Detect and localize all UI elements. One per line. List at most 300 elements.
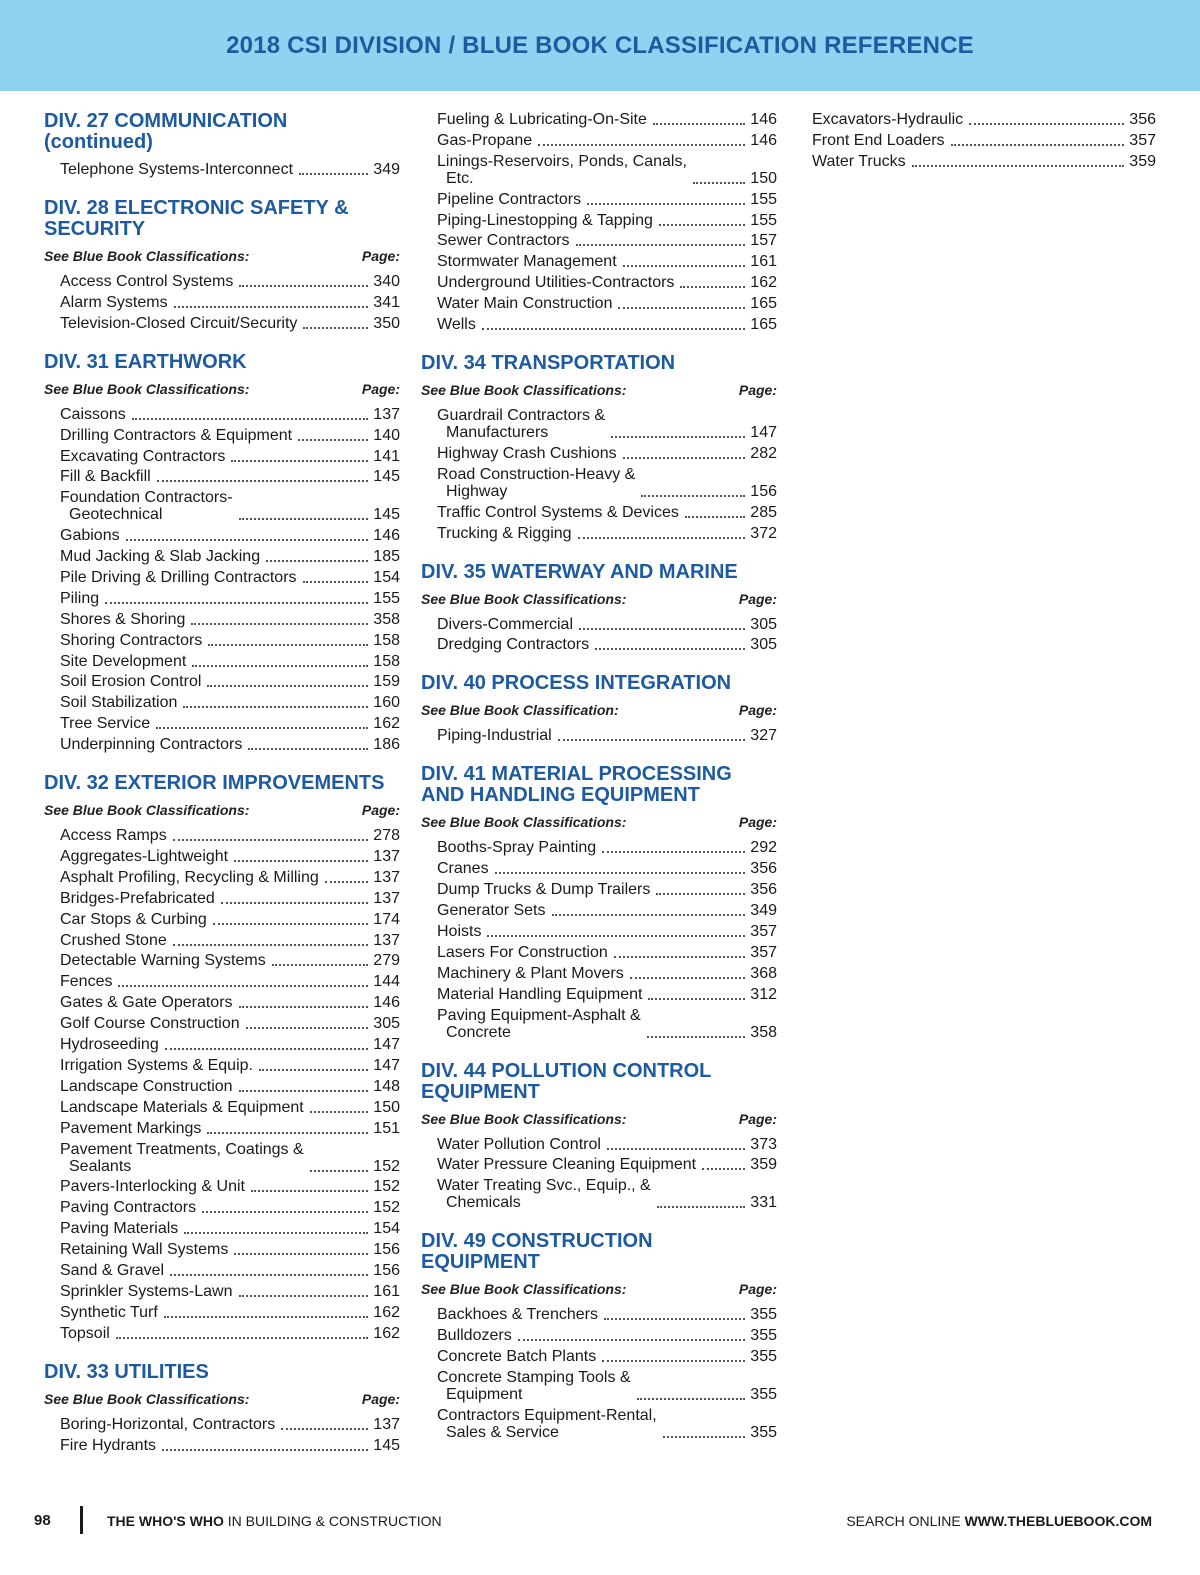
classification-name-line: Car Stops & Curbing [60,910,207,928]
division-heading [421,1061,777,1103]
classification-name-line: Bridges-Prefabricated [60,889,215,907]
classification-name [437,839,596,856]
page-reference: 159 [373,673,400,691]
classification-entry [60,590,400,607]
classification-name-line: Concrete Batch Plants [437,1348,597,1366]
dot-leader [173,944,368,946]
classification-name-line: Backhoes & Trenchers [437,1306,598,1324]
classification-entry [60,1199,400,1216]
division-continuation [812,111,1156,170]
division-heading [44,773,400,794]
division-section [44,198,400,332]
classification-name-line: Alarm Systems [60,293,168,311]
dot-leader [234,1253,368,1255]
page-column-label: Page: [738,814,777,831]
page-reference: 356 [1129,111,1156,128]
classification-entry [60,1325,400,1342]
classification-entry [60,406,400,423]
classification-name [437,504,679,521]
classification-name-line: Gabions [60,527,120,545]
page-reference: 147 [750,424,777,442]
classification-name-line: Sewer Contractors [437,232,570,250]
classification-entry [60,489,400,523]
classification-name [60,1178,245,1195]
dot-leader [299,173,368,175]
dot-leader [239,285,368,287]
classification-name-line: Highway [446,482,508,500]
classification-entry [60,1141,400,1175]
subheading-label: See Blue Book Classifications: [421,1110,627,1127]
division-heading-line: EQUIPMENT [421,1251,540,1274]
dot-leader [578,537,745,539]
classification-name-line: Generator Sets [437,902,546,920]
page-reference: 350 [373,314,400,332]
page-column-label: Page: [738,1281,777,1298]
page-number: 98 [34,1512,51,1529]
classification-name [60,1283,233,1300]
dot-leader [604,1318,745,1320]
classification-name-line: Bulldozers [437,1327,512,1345]
division-heading-line: DIV. 34 TRANSPORTATION [421,352,676,375]
classification-name-line: Telephone Systems-Interconnect [60,161,294,178]
classification-entry [437,839,777,856]
website-link[interactable]: WWW.THEBLUEBOOK.COM [964,1513,1152,1529]
classification-entry [437,191,777,208]
page-reference: 331 [750,1194,777,1212]
page-reference: 305 [750,636,777,654]
dot-leader [116,1337,368,1339]
classification-name-line: Detectable Warning Systems [60,952,266,970]
division-heading-line: DIV. 31 EARTHWORK [44,350,247,373]
classification-name-line: Contractors Equipment-Rental, [437,1406,657,1424]
classification-name [60,994,233,1011]
classification-name-line: Shoring Contractors [60,631,203,649]
classification-list [421,616,777,654]
dot-leader [266,560,368,562]
page-reference: 355 [750,1327,777,1345]
page-reference: 174 [373,910,400,928]
classification-name-line: Road Construction-Heavy & [437,465,636,483]
dot-leader [310,1170,368,1172]
page-reference: 162 [373,1324,400,1342]
classification-name-line: Dump Trucks & Dump Trailers [437,881,651,899]
dot-leader [653,123,745,125]
page-reference: 340 [373,273,400,290]
subheading-label: See Blue Book Classifications: [44,248,250,264]
dot-leader [325,881,368,883]
dot-leader [657,1206,745,1208]
classification-name [60,869,319,886]
classification-entry [437,274,777,291]
dot-leader [912,165,1124,167]
page-reference: 185 [373,548,400,566]
classification-name [437,232,570,249]
page-reference: 355 [750,1306,777,1324]
classification-entry [437,986,777,1003]
classification-name [437,274,674,291]
classification-name [60,611,185,628]
classification-name-line: Booths-Spray Painting [437,839,597,857]
dot-leader [659,224,745,226]
classification-entry [60,736,400,753]
dot-leader [607,1148,745,1150]
classification-entry [60,1015,400,1032]
classification-name [60,489,233,523]
classification-name-line: Underpinning Contractors [60,736,243,754]
classification-name [60,427,292,444]
page-reference: 162 [750,274,777,292]
dot-leader [623,457,745,459]
division-section [421,764,777,1040]
classification-name-line: Foundation Contractors- [60,489,233,507]
classification-name [60,1220,178,1237]
page-reference: 305 [373,1015,400,1033]
classification-entry [60,448,400,465]
classification-entry [60,890,400,907]
dot-leader [239,1006,368,1008]
classification-entry [437,232,777,249]
classification-name-line: Paving Materials [60,1220,179,1238]
classification-name [60,1141,304,1175]
classification-entry [437,525,777,542]
page-footer [0,1500,1200,1540]
column-2 [421,111,777,1461]
classification-name [60,1057,253,1074]
classification-list [44,161,400,178]
classification-name [60,653,186,670]
classification-name-line: Water Pollution Control [437,1135,601,1153]
division-section [421,1061,777,1212]
classification-name-line: Pile Driving & Drilling Contractors [60,569,297,587]
dot-leader [202,1211,368,1213]
page-reference: 162 [373,715,400,733]
page-reference: 156 [750,482,777,500]
classification-name-line: Paving Contractors [60,1199,197,1217]
page-reference: 327 [750,727,777,745]
classification-entry [60,932,400,949]
classification-name [60,673,201,690]
subheading-label: See Blue Book Classifications: [421,814,627,831]
classification-name-line: Irrigation Systems & Equip. [60,1056,253,1074]
column-3 [812,111,1156,190]
dot-leader [576,244,746,246]
classification-name-line: Hydroseeding [60,1036,159,1054]
dot-leader [239,518,368,520]
page-reference: 372 [750,524,777,542]
page-reference: 137 [373,848,400,866]
classification-name [437,1306,598,1323]
dot-leader [191,623,368,625]
classification-entry [60,468,400,485]
classification-entry [437,407,777,441]
page-column-label: Page: [361,1390,400,1407]
classification-entry [437,466,777,500]
classification-name [437,1369,631,1403]
classification-list [421,1306,777,1441]
page-reference: 305 [750,615,777,633]
classification-name-line: Cranes [437,860,489,878]
publication-name-bold: THE WHO'S WHO [107,1513,224,1529]
classification-name [437,111,647,128]
page-reference: 148 [373,1077,400,1095]
classification-name [437,1156,696,1173]
division-heading [421,1231,777,1273]
dot-leader [132,418,368,420]
dot-leader [602,851,745,853]
page-reference: 140 [373,426,400,444]
dot-leader [641,495,745,497]
classification-name-line: Traffic Control Systems & Devices [437,503,679,521]
dot-leader [192,665,368,667]
classification-name-line: Linings-Reservoirs, Ponds, Canals, [437,152,687,170]
classification-name [437,191,581,208]
dot-leader [518,1339,745,1341]
classification-name [60,569,297,586]
classification-entry [437,923,777,940]
classification-entry [60,294,400,311]
division-heading-line: DIV. 28 ELECTRONIC SAFETY & [44,197,349,219]
classification-name [60,1437,156,1454]
classification-entry [437,636,777,653]
classification-entry [60,527,400,544]
classification-name [812,153,906,170]
classification-name [437,965,624,982]
dot-leader [595,648,745,650]
classification-name [60,448,225,465]
page-reference: 349 [373,161,400,178]
classification-name [437,1327,512,1344]
classification-entry [60,952,400,969]
page-reference: 161 [373,1282,400,1300]
classification-name-line: Divers-Commercial [437,615,574,633]
division-section [44,1362,400,1454]
classification-list [421,839,777,1040]
classification-name-line: Equipment [446,1386,523,1404]
classification-name-line: Water Treating Svc., Equip., & [437,1177,651,1195]
classification-entry [60,1057,400,1074]
dot-leader [105,602,368,604]
classification-entry [60,848,400,865]
classification-name [60,736,242,753]
dot-leader [246,1027,368,1029]
dot-leader [552,914,746,916]
page-reference: 186 [373,736,400,754]
classification-entry [60,1220,400,1237]
dot-leader [272,964,368,966]
classification-name-line: Gates & Gate Operators [60,994,233,1012]
page-reference: 355 [750,1386,777,1404]
page-reference: 145 [373,506,400,524]
classification-name-line: Guardrail Contractors & [437,407,606,425]
classification-name-line: Shores & Shoring [60,610,186,628]
page-reference: 359 [750,1156,777,1174]
classification-name [812,111,963,128]
classification-name-line: Water Main Construction [437,295,613,313]
page-reference: 279 [373,952,400,970]
division-heading-line: DIV. 32 EXTERIOR IMPROVEMENTS [44,772,385,795]
classification-name-line: Crushed Stone [60,931,167,949]
division-heading-line: DIV. 33 UTILITIES [44,1360,209,1383]
subheading-label: See Blue Book Classifications: [421,1281,627,1298]
page-reference: 141 [373,447,400,465]
classification-name [60,294,168,311]
classification-name-line: Sales & Service [446,1423,559,1441]
classification-name-line: Pavers-Interlocking & Unit [60,1178,245,1196]
classification-entry [60,1262,400,1279]
page-reference: 146 [750,111,777,128]
classification-subheading [44,248,400,264]
page-reference: 137 [373,868,400,886]
classification-entry [812,153,1156,170]
division-heading [44,198,400,240]
classification-name-line: Piping-Linestopping & Tapping [437,211,653,229]
classification-subheading [421,702,777,718]
classification-name-line: Piping-Industrial [437,727,552,745]
division-heading [44,352,400,373]
classification-name [60,952,266,969]
classification-name-line: Etc. [446,169,474,187]
page-reference: 155 [750,211,777,229]
subheading-label: See Blue Book Classifications: [44,802,250,819]
division-heading-line: SECURITY [44,218,146,240]
division-heading-line: (continued) [44,131,153,153]
classification-name-line: Geotechnical [69,506,163,524]
classification-name-line: Piling [60,589,100,607]
classification-name [437,902,546,919]
page-reference: 137 [373,931,400,949]
classification-entry [60,694,400,711]
classification-name-line: Retaining Wall Systems [60,1241,229,1259]
page-reference: 355 [750,1348,777,1366]
classification-entry [60,653,400,670]
classification-list [44,827,400,1341]
classification-name [437,1407,657,1441]
classification-name [60,1036,159,1053]
classification-entry [60,1036,400,1053]
classification-entry [60,569,400,586]
classification-name-line: Highway Crash Cushions [437,444,617,462]
classification-name-line: Manufacturers [446,424,549,442]
page-reference: 150 [750,169,777,187]
classification-entry [437,1156,777,1173]
classification-name [437,860,489,877]
page-column-label: Page: [361,802,400,819]
classification-name [60,632,202,649]
classification-entry [437,881,777,898]
division-section [421,562,777,654]
dot-leader [231,460,368,462]
classification-entry [60,973,400,990]
dot-leader [239,1295,369,1297]
dot-leader [184,1232,368,1234]
classification-entry [60,1283,400,1300]
publication-name [107,1513,442,1529]
classification-entry [437,1407,777,1441]
classification-name [60,548,260,565]
dot-leader [162,1449,368,1451]
classification-name-line: Chemicals [446,1194,521,1212]
footer-divider [80,1506,83,1534]
page-reference: 145 [373,468,400,486]
page-reference: 161 [750,253,777,271]
column-1 [44,111,400,1474]
classification-list [421,407,777,542]
classification-name-line: Water Pressure Cleaning Equipment [437,1156,697,1174]
classification-name-line: Golf Course Construction [60,1015,240,1033]
classification-name-line: Water Trucks [812,152,906,170]
classification-entry [437,1369,777,1403]
classification-entry [437,111,777,128]
dot-leader [487,935,745,937]
classification-name-line: Caissons [60,405,126,423]
classification-subheading [421,382,777,398]
classification-name [60,1416,275,1433]
dot-leader [213,923,368,925]
dot-leader [693,182,745,184]
classification-entry [60,1416,400,1433]
classification-name [60,1262,164,1279]
classification-name [60,161,293,178]
classification-list [421,111,777,333]
page-reference: 146 [373,527,400,545]
classification-entry [437,1136,777,1153]
classification-name [60,590,99,607]
classification-name [437,881,650,898]
classification-subheading [44,1391,400,1407]
page-reference: 158 [373,652,400,670]
classification-entry [60,548,400,565]
page-reference: 137 [373,405,400,423]
subheading-label: See Blue Book Classifications: [44,380,250,397]
classification-list [421,1136,777,1212]
dot-leader [303,327,368,329]
classification-name [60,715,150,732]
dot-leader [618,307,745,309]
classification-name-line: Landscape Materials & Equipment [60,1098,304,1116]
classification-entry [437,153,777,187]
classification-entry [437,212,777,229]
page-reference: 282 [750,444,777,462]
classification-name [60,1015,240,1032]
classification-name-line: Pavement Markings [60,1119,202,1137]
page-reference: 373 [750,1135,777,1153]
dot-leader [680,286,745,288]
classification-name [60,468,151,485]
division-heading [421,562,777,583]
classification-entry [437,504,777,521]
classification-name [437,1348,596,1365]
classification-name-line: Topsoil [60,1324,110,1342]
classification-name-line: Landscape Construction [60,1077,233,1095]
subheading-label: See Blue Book Classifications: [421,590,627,607]
page-reference: 146 [373,994,400,1012]
page-reference: 359 [1129,152,1156,170]
classification-entry [437,902,777,919]
division-heading [44,1362,400,1383]
publication-name-rest: IN BUILDING & CONSTRUCTION [223,1513,442,1529]
search-label: SEARCH ONLINE [846,1513,965,1529]
classification-subheading [44,381,400,397]
division-section [421,1231,777,1441]
dot-leader [126,539,368,541]
page-reference: 151 [373,1119,400,1137]
division-continuation [421,111,777,333]
dot-leader [648,998,745,1000]
classification-name [437,1177,651,1211]
classification-subheading [421,1281,777,1297]
classification-entry [60,827,400,844]
dot-leader [183,706,368,708]
